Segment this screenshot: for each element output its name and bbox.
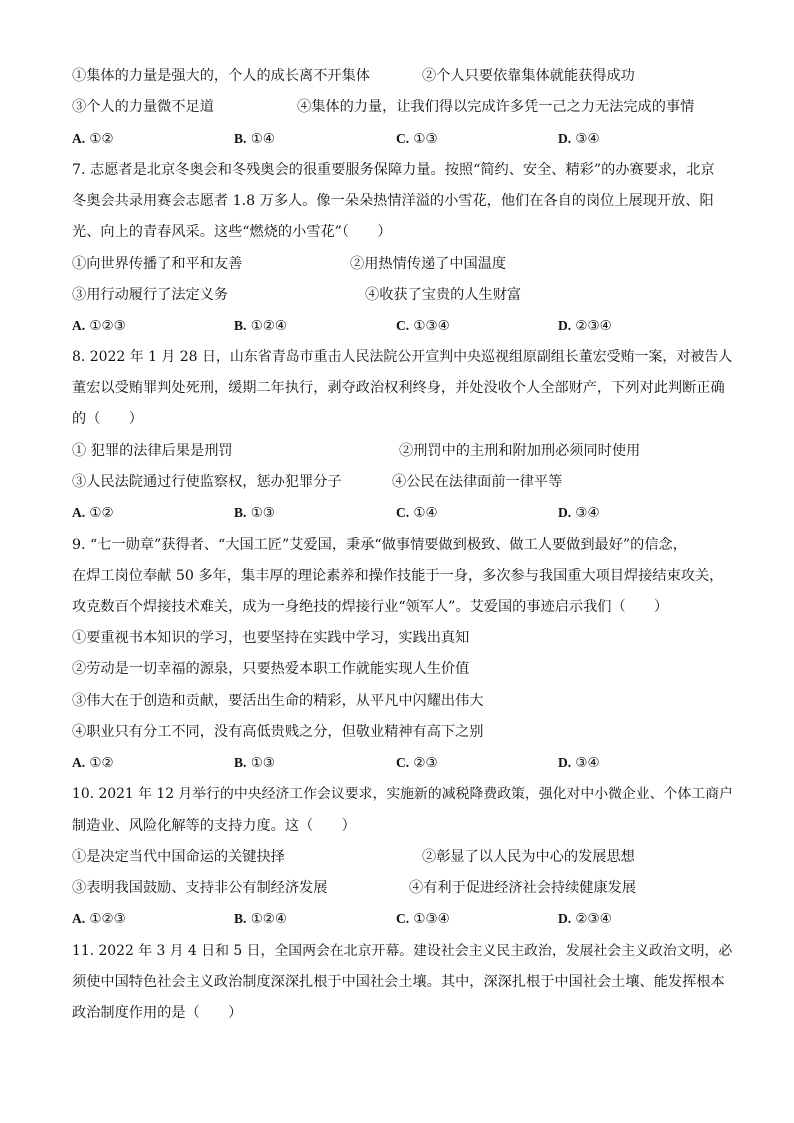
- option-text: ①③④: [413, 318, 450, 334]
- option-text: ②③: [413, 755, 438, 771]
- option-letter: D.: [558, 911, 572, 926]
- option-letter: C.: [396, 755, 410, 770]
- statement: ②用热情传递了中国温度: [350, 256, 507, 272]
- option-text: ①②④: [250, 911, 287, 927]
- option-letter: D.: [558, 131, 572, 146]
- option-text: ①④: [413, 505, 438, 521]
- statement: ②彰显了以人民为中心的发展思想: [422, 849, 635, 865]
- statement: ① 犯罪的法律后果是刑罚: [72, 443, 233, 459]
- statement: ③表明我国鼓励、支持非公有制经济发展: [72, 880, 328, 896]
- question-stem-line: 7. 志愿者是北京冬奥会和冬残奥会的很重要服务保障力量。按照“简约、安全、精彩”的办赛要求，北京: [72, 162, 715, 178]
- option-c[interactable]: [396, 129, 438, 149]
- statement: ③人民法院通过行使监察权，惩办犯罪分子: [72, 474, 342, 490]
- option-letter: D.: [558, 505, 572, 520]
- statement-line: ③伟大在于创造和贡献，要活出生命的精彩，从平凡中闪耀出伟大: [72, 693, 484, 709]
- option-text: ①②③: [89, 911, 126, 927]
- option-letter: C.: [396, 911, 410, 926]
- question-stem-line: 政治制度作用的是（ ）: [72, 1005, 243, 1021]
- option-c[interactable]: [396, 909, 450, 929]
- statement-line: ④职业只有分工不同，没有高低贵贱之分，但敬业精神有高下之别: [72, 724, 484, 740]
- statement: ④收获了宝贵的人生财富: [365, 287, 522, 303]
- option-d[interactable]: [558, 909, 612, 929]
- statement-line: ①要重视书本知识的学习，也要坚持在实践中学习，实践出真知: [72, 630, 470, 646]
- question-stem-line: 在焊工岗位奉献 50 多年，集丰厚的理论素养和操作技能于一身，多次参与我国重大项目焊接结束攻关，: [72, 568, 724, 584]
- option-letter: B.: [234, 318, 247, 333]
- option-text: ①②④: [250, 318, 287, 334]
- option-text: ①③④: [413, 911, 450, 927]
- option-text: ②③④: [575, 318, 612, 334]
- question-stem-line: 须使中国特色社会主义政治制度深深扎根于中国社会土壤。其中，深深扎根于中国社会土壤、能发挥根本: [72, 974, 725, 990]
- option-b[interactable]: [234, 316, 287, 336]
- statement: ①是决定当代中国命运的关键抉择: [72, 849, 285, 865]
- option-a[interactable]: [72, 909, 126, 929]
- option-letter: D.: [558, 755, 572, 770]
- option-text: ①③: [250, 505, 275, 521]
- question-stem-line: 光、向上的青春风采。这些“燃烧的小雪花”（ ）: [72, 224, 392, 240]
- question-stem-line: 8. 2022 年 1 月 28 日，山东省青岛市重击人民法院公开宣判中央巡视组原副组长董宏受贿一案，对被告人: [72, 349, 733, 365]
- statement: ④集体的力量，让我们得以完成许多凭一己之力无法完成的事情: [297, 99, 695, 115]
- statement: ①向世界传播了和平和友善: [72, 256, 243, 272]
- option-letter: D.: [558, 318, 572, 333]
- question-stem-line: 攻克数百个焊接技术难关，成为一身绝技的焊接行业“领军人”。艾爱国的事迹启示我们（ ）: [72, 599, 669, 615]
- option-c[interactable]: [396, 503, 438, 523]
- statement: ②刑罚中的主刑和附加刑必须同时使用: [399, 443, 641, 459]
- option-letter: A.: [72, 755, 86, 770]
- option-text: ①②: [89, 505, 114, 521]
- option-b[interactable]: [234, 909, 287, 929]
- option-a[interactable]: [72, 129, 114, 149]
- option-letter: B.: [234, 131, 247, 146]
- option-b[interactable]: [234, 503, 275, 523]
- statement: ①集体的力量是强大的，个人的成长离不开集体: [72, 68, 370, 84]
- question-stem-line: 10. 2021 年 12 月举行的中央经济工作会议要求，实施新的减税降费政策，强化对中小微企业、个体工商户: [72, 786, 733, 802]
- option-letter: A.: [72, 131, 86, 146]
- option-letter: A.: [72, 911, 86, 926]
- option-a[interactable]: [72, 753, 114, 773]
- option-letter: C.: [396, 505, 410, 520]
- option-text: ①③: [250, 755, 275, 771]
- option-letter: B.: [234, 755, 247, 770]
- question-stem-line: 11. 2022 年 3 月 4 日和 5 日，全国两会在北京开幕。建设社会主义民主政治，发展社会主义政治文明，必: [72, 943, 733, 959]
- option-a[interactable]: [72, 316, 126, 336]
- statement-line: ②劳动是一切幸福的源泉，只要热爱本职工作就能实现人生价值: [72, 661, 470, 677]
- option-c[interactable]: [396, 316, 450, 336]
- statement: ②个人只要依靠集体就能获得成功: [422, 68, 635, 84]
- question-stem-line: 制造业、风险化解等的支持力度。这（ ）: [72, 818, 356, 834]
- option-text: ①④: [250, 131, 275, 147]
- statement: ③用行动履行了法定义务: [72, 287, 229, 303]
- option-letter: B.: [234, 911, 247, 926]
- option-letter: C.: [396, 131, 410, 146]
- option-d[interactable]: [558, 503, 600, 523]
- option-text: ③④: [575, 755, 600, 771]
- statement: ④有利于促进经济社会持续健康发展: [409, 880, 637, 896]
- option-b[interactable]: [234, 753, 275, 773]
- option-text: ③④: [575, 505, 600, 521]
- option-letter: C.: [396, 318, 410, 333]
- question-stem-line: 董宏以受贿罪判处死刑，缓期二年执行，剥夺政治权利终身，并处没收个人全部财产，下列对此判断正确: [72, 380, 725, 396]
- question-stem-line: 冬奥会共录用赛会志愿者 1.8 万多人。像一朵朵热情洋溢的小雪花，他们在各自的岗位上展现开放、阳: [72, 193, 714, 209]
- option-text: ③④: [575, 131, 600, 147]
- option-b[interactable]: [234, 129, 275, 149]
- option-text: ①②③: [89, 318, 126, 334]
- option-text: ①②: [89, 755, 114, 771]
- option-d[interactable]: [558, 753, 600, 773]
- question-stem-line: 9. “七一勋章”获得者、“大国工匠”艾爱国，秉承“做事情要做到极致、做工人要做到最好”的信念，: [72, 537, 687, 553]
- option-d[interactable]: [558, 316, 612, 336]
- question-stem-line: 的（ ）: [72, 411, 143, 427]
- option-text: ②③④: [575, 911, 612, 927]
- option-letter: A.: [72, 505, 86, 520]
- option-d[interactable]: [558, 129, 600, 149]
- statement: ③个人的力量微不足道: [72, 99, 214, 115]
- option-letter: A.: [72, 318, 86, 333]
- statement: ④公民在法律面前一律平等: [392, 474, 563, 490]
- option-text: ①②: [89, 131, 114, 147]
- option-letter: B.: [234, 505, 247, 520]
- option-text: ①③: [413, 131, 438, 147]
- option-c[interactable]: [396, 753, 438, 773]
- option-a[interactable]: [72, 503, 114, 523]
